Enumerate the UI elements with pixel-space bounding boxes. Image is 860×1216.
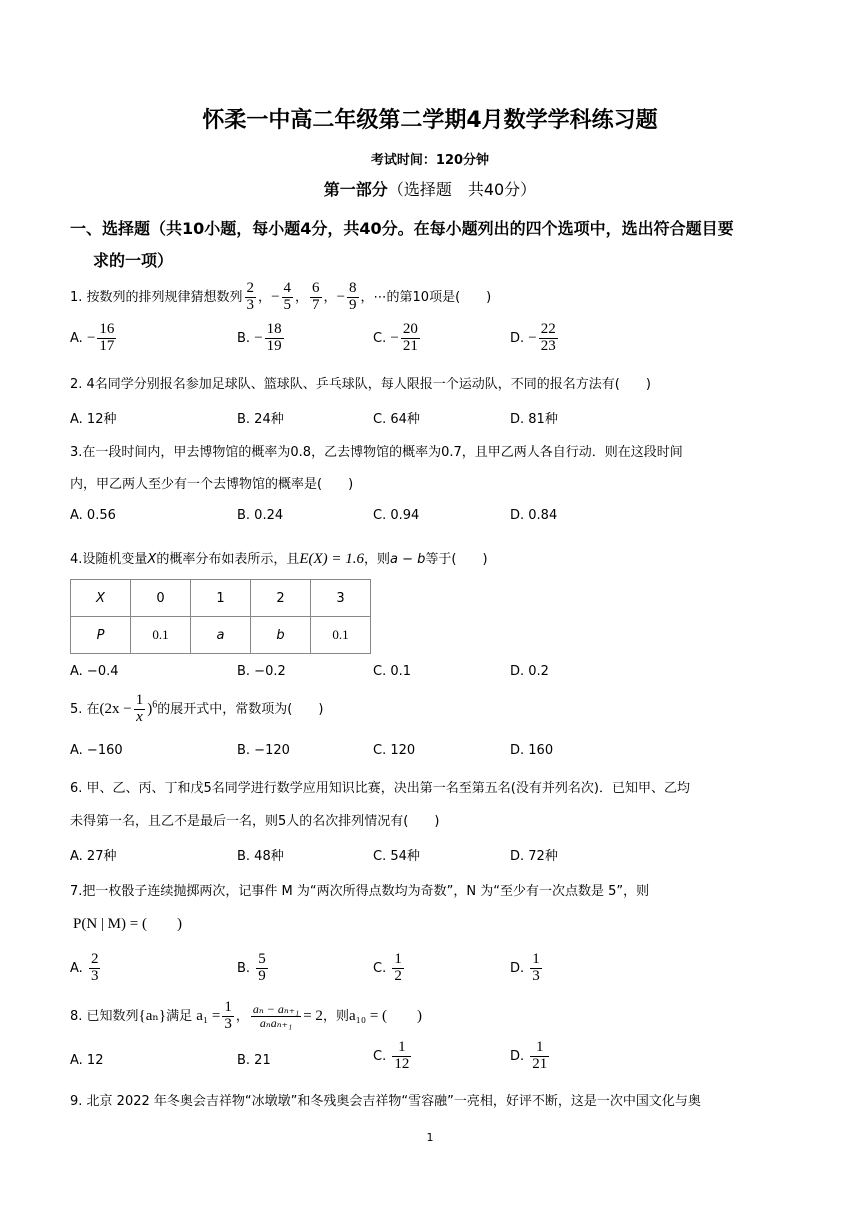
question-9-line1: 9. 北京 2022 年冬奥会吉祥物“冰墩墩”和冬残奥会吉祥物“雪容融”一亮相，好评不断，这是一次中国文化与奥 (70, 1094, 701, 1109)
q4-option-c[interactable]: C. 0.1 (373, 664, 412, 679)
q5-option-b[interactable]: B. −120 (237, 743, 290, 758)
q4-option-a[interactable]: A. −0.4 (70, 664, 119, 679)
table-cell: a (191, 617, 251, 654)
q7-option-d[interactable]: D. $\frac{1}{3}$ (510, 951, 540, 984)
part-heading-main: 第一部分 (323, 180, 388, 199)
q1-term-2: $\frac{4}{5}$ (283, 280, 292, 313)
q1-option-a[interactable]: A. − $\frac{16}{17}$ (70, 321, 115, 354)
q1-term-4: $\frac{8}{9}$ (349, 280, 357, 313)
q6-option-b[interactable]: B. 48种 (237, 849, 284, 864)
table-cell: 1 (191, 580, 251, 617)
table-cell: b (251, 617, 311, 654)
distribution-table (70, 579, 371, 654)
q7-option-a[interactable]: A. $\frac{2}{3}$ (70, 951, 99, 984)
page-number: 1 (426, 1131, 434, 1144)
q1-term-3: $\frac{6}{7}$ (312, 280, 320, 313)
q5-option-c[interactable]: C. 120 (373, 743, 416, 758)
question-8: 8. 已知数列{aₙ}满足 a₁ = $\frac{1}{3}$ ， $\frac{\text{aₙ − aₙ₊₁}}{\text{aₙaₙ₊₁}}$ = 2，则a₁₀ = ( ) (70, 999, 423, 1032)
q8-option-a[interactable]: A. 12 (70, 1053, 104, 1068)
table-cell: 0.1 (131, 617, 191, 654)
question-2: 2. 4名同学分别报名参加足球队、篮球队、乒乓球队，每人限报一个运动队，不同的报名方法有( ) (70, 377, 651, 392)
q2-option-c[interactable]: C. 64种 (373, 412, 420, 427)
q6-option-d[interactable]: D. 72种 (510, 849, 558, 864)
q5-option-a[interactable]: A. −160 (70, 743, 123, 758)
table-cell: 2 (251, 580, 311, 617)
q1-suffix: ，⋯的第10项是( ) (360, 289, 492, 305)
q3-option-a[interactable]: A. 0.56 (70, 508, 116, 523)
q8-option-c[interactable]: C. $\frac{1}{12}$ (373, 1039, 410, 1072)
q1-term-1: $\frac{2}{3}$ (246, 280, 255, 313)
q6-option-c[interactable]: C. 54种 (373, 849, 420, 864)
table-cell: P (71, 617, 131, 654)
q8-option-d[interactable]: D. $\frac{1}{21}$ (510, 1039, 548, 1072)
q1-option-b[interactable]: B. − $\frac{18}{19}$ (237, 321, 282, 354)
question-4: 4.设随机变量X的概率分布如表所示，且E(X) = 1.6，则a − b等于( ) (70, 551, 488, 567)
section-heading-line1: 一、选择题（共10小题，每小题4分，共40分。在每小题列出的四个选项中，选出符合题目要 (70, 219, 734, 238)
table-cell: 0.1 (311, 617, 371, 654)
q3-option-d[interactable]: D. 0.84 (510, 508, 558, 523)
question-6-line1: 6. 甲、乙、丙、丁和戊5名同学进行数学应用知识比赛，决出第一名至第五名(没有并列名次)．已知甲、乙均 (70, 781, 690, 796)
q7-option-b[interactable]: B. $\frac{5}{9}$ (237, 951, 266, 984)
q8-option-b[interactable]: B. 21 (237, 1053, 271, 1068)
q2-option-d[interactable]: D. 81种 (510, 412, 558, 427)
question-1: 1. 按数列的排列规律猜想数列 $\frac{2}{3}$ ，− $\frac{4}{5}$ ， $\frac{6}{7}$ ，− $\frac{8}{9}$ ，⋯的第10项是( ) (70, 280, 492, 313)
q7-option-c[interactable]: C. $\frac{1}{2}$ (373, 951, 402, 984)
q1-option-c[interactable]: C. − $\frac{20}{21}$ (373, 321, 418, 354)
q3-option-c[interactable]: C. 0.94 (373, 508, 420, 523)
table-cell: 0 (131, 580, 191, 617)
page-title: 怀柔一中高二年级第二学期4月数学学科练习题 (202, 108, 658, 133)
question-6-line2: 未得第一名，且乙不是最后一名，则5人的名次排列情况有( ) (70, 814, 440, 829)
q2-option-a[interactable]: A. 12种 (70, 412, 117, 427)
table-cell: X (71, 580, 131, 617)
question-7-line2: P(N | M) = ( ) (73, 916, 182, 932)
q6-option-a[interactable]: A. 27种 (70, 849, 117, 864)
part-heading-note: （选择题 共40分） (387, 180, 537, 199)
q5-option-d[interactable]: D. 160 (510, 743, 554, 758)
q1-option-d[interactable]: D. − $\frac{22}{23}$ (510, 321, 556, 354)
q3-option-b[interactable]: B. 0.24 (237, 508, 284, 523)
question-5: 5. 在(2x − $\frac{1}{x}$ )$^6$的展开式中，常数项为( ) (70, 692, 324, 725)
question-7-line1: 7.把一枚骰子连续抛掷两次，记事件 M 为“两次所得点数均为奇数”，N 为“至少有一次点数是 5”，则 (70, 884, 650, 899)
section-heading-line2: 求的一项） (93, 251, 174, 270)
q1-prefix: 1. 按数列的排列规律猜想数列 (70, 289, 243, 305)
q4-option-b[interactable]: B. −0.2 (237, 664, 286, 679)
q2-option-b[interactable]: B. 24种 (237, 412, 284, 427)
part-heading (0, 177, 860, 200)
question-3-line2: 内，甲乙两人至少有一个去博物馆的概率是( ) (70, 477, 354, 492)
exam-time: 考试时间：120分钟 (370, 153, 490, 168)
question-3-line1: 3.在一段时间内，甲去博物馆的概率为0.8，乙去博物馆的概率为0.7，且甲乙两人各自行动．则在这段时间 (70, 445, 683, 460)
q4-option-d[interactable]: D. 0.2 (510, 664, 549, 679)
table-cell: 3 (311, 580, 371, 617)
